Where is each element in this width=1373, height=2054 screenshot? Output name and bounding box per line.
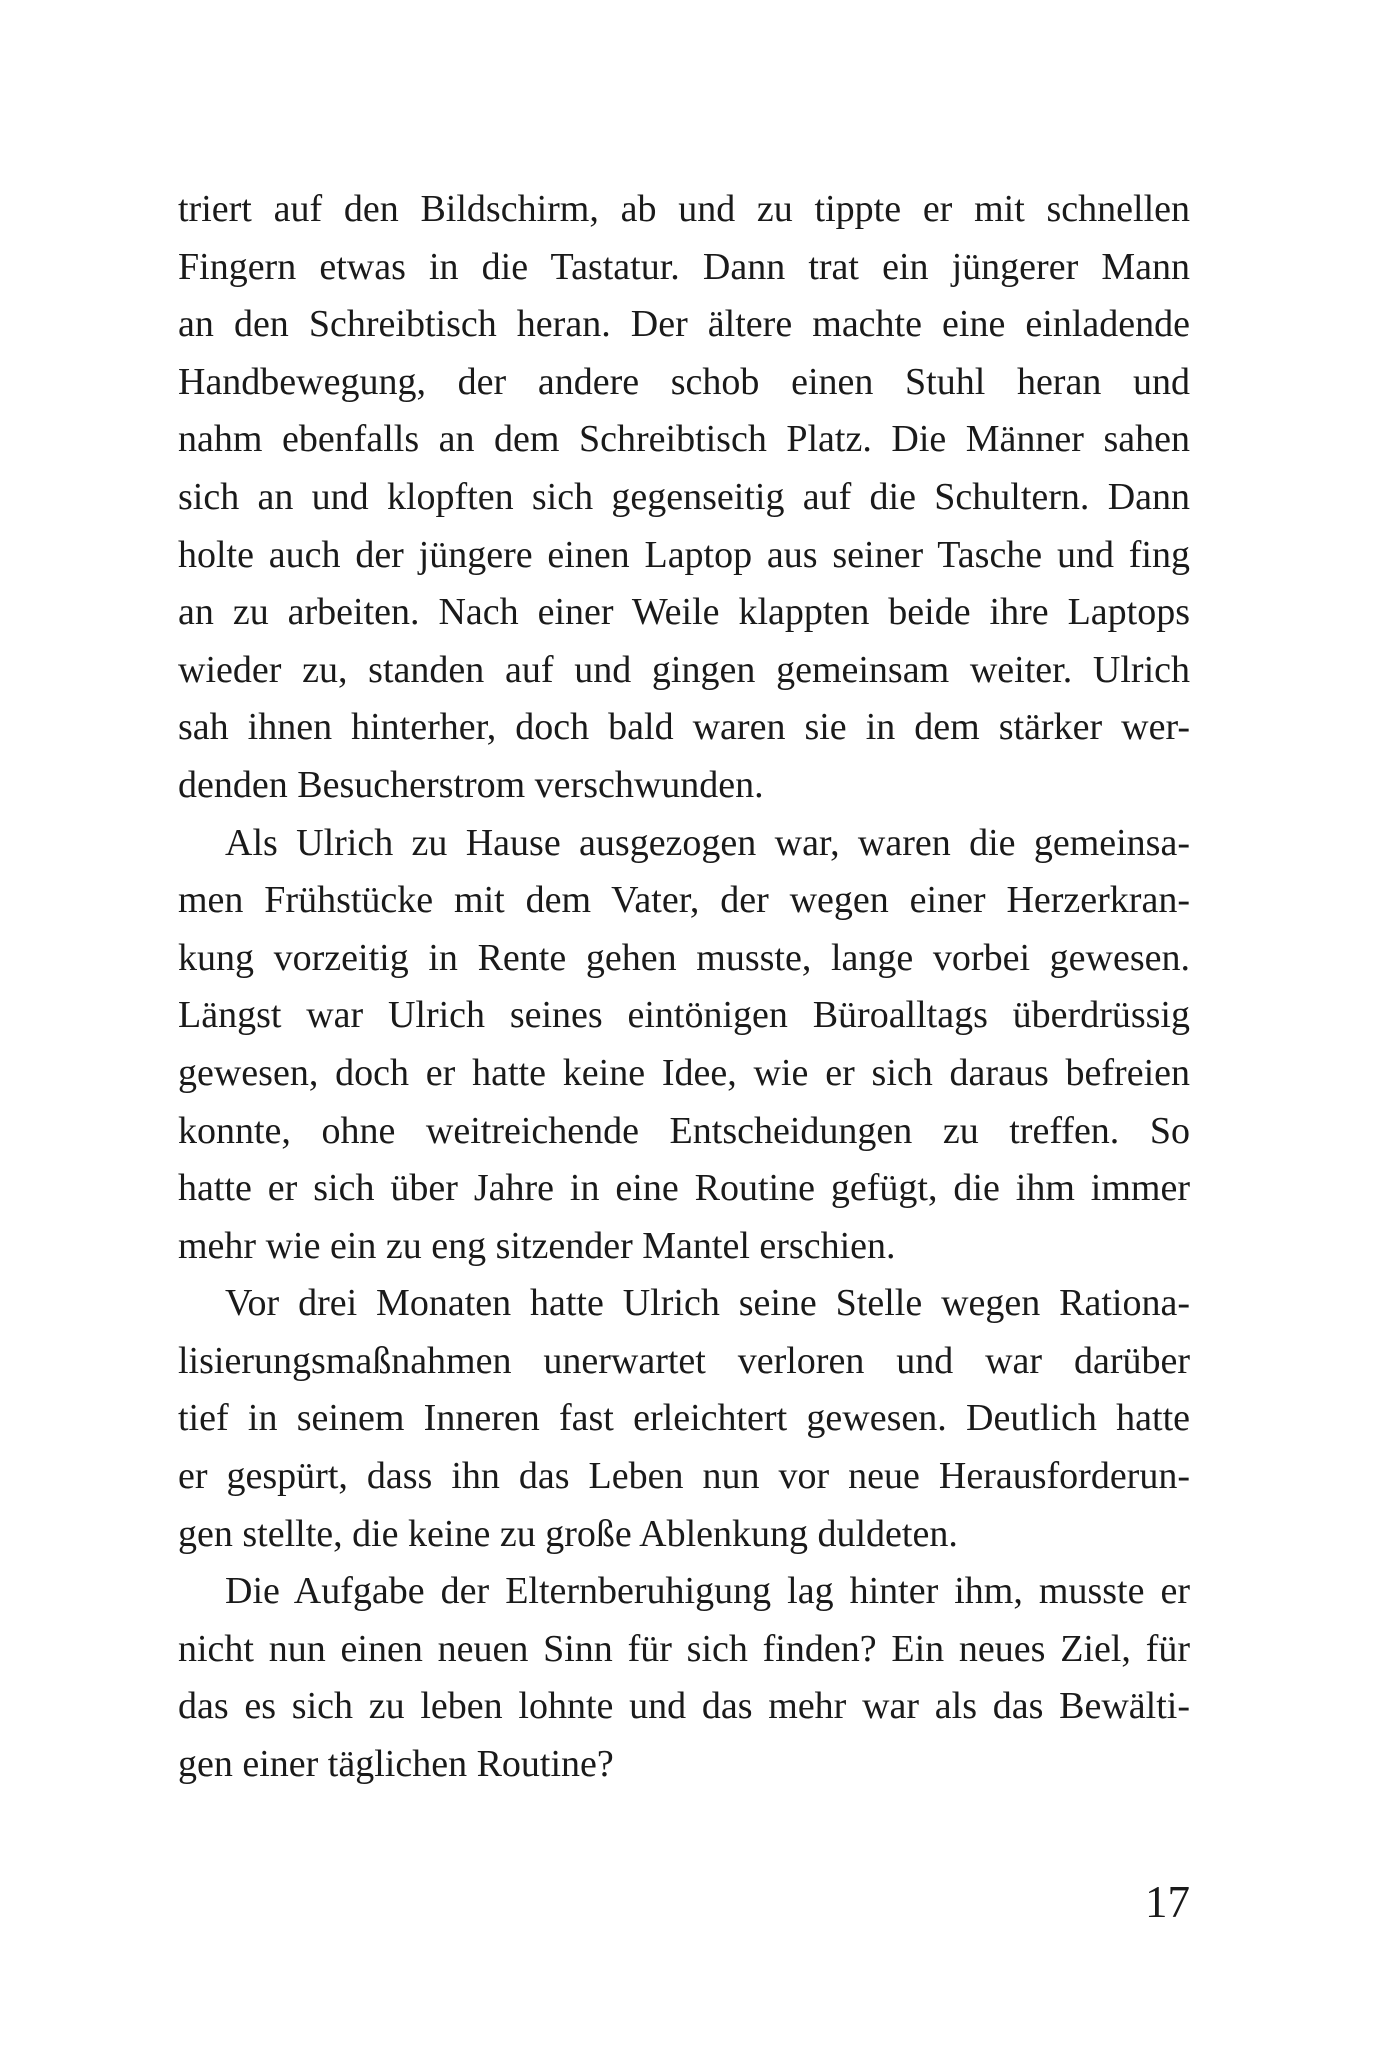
text-line: Längst war Ulrich seines eintönigen Büroalltags überdrüssig	[178, 994, 1190, 1037]
paragraph	[178, 1275, 1190, 1563]
text-line: nahm ebenfalls an dem Schreibtisch Platz. Die Männer sahen	[178, 418, 1190, 461]
text-line: Vor drei Monaten hatte Ulrich seine Stelle wegen Rationa-	[225, 1282, 1190, 1325]
text-line: mehr wie ein zu eng sitzender Mantel erschien.	[178, 1224, 896, 1267]
text-line: Als Ulrich zu Hause ausgezogen war, waren die gemeinsa-	[225, 821, 1190, 864]
text-line: kung vorzeitig in Rente gehen musste, lange vorbei gewesen.	[178, 936, 1190, 979]
text-line: holte auch der jüngere einen Laptop aus seiner Tasche und fing	[178, 533, 1190, 576]
text-line: das es sich zu leben lohnte und das mehr war als das Bewälti-	[178, 1685, 1190, 1728]
text-line: wieder zu, standen auf und gingen gemeinsam weiter. Ulrich	[178, 648, 1190, 691]
text-line: gen stellte, die keine zu große Ablenkung duldeten.	[178, 1512, 958, 1555]
text-line: tief in seinem Inneren fast erleichtert gewesen. Deutlich hatte	[178, 1397, 1190, 1440]
page-text	[178, 181, 1190, 1794]
text-line: Handbewegung, der andere schob einen Stuhl heran und	[178, 360, 1190, 403]
text-line: Fingern etwas in die Tastatur. Dann trat ein jüngerer Mann	[178, 245, 1190, 288]
text-line: hatte er sich über Jahre in eine Routine gefügt, die ihm immer	[178, 1167, 1190, 1210]
text-line: sah ihnen hinterher, doch bald waren sie in dem stärker wer-	[178, 706, 1190, 749]
text-line: an den Schreibtisch heran. Der ältere machte eine einladende	[178, 303, 1190, 346]
text-line: nicht nun einen neuen Sinn für sich finden? Ein neues Ziel, für	[178, 1627, 1190, 1670]
text-line: er gespürt, dass ihn das Leben nun vor neue Herausforderun-	[178, 1455, 1190, 1498]
text-line: denden Besucherstrom verschwunden.	[178, 763, 764, 806]
text-line: an zu arbeiten. Nach einer Weile klappten beide ihre Laptops	[178, 591, 1190, 634]
text-line: lisierungsmaßnahmen unerwartet verloren und war darüber	[178, 1339, 1190, 1382]
paragraph	[178, 181, 1190, 815]
text-line: triert auf den Bildschirm, ab und zu tippte er mit schnellen	[178, 188, 1190, 230]
text-line: gen einer täglichen Routine?	[178, 1743, 614, 1786]
text-line: konnte, ohne weitreichende Entscheidungen zu treffen. So	[178, 1109, 1190, 1152]
text-line: sich an und klopften sich gegenseitig auf die Schultern. Dann	[178, 475, 1190, 518]
paragraph	[178, 815, 1190, 1276]
text-line: Die Aufgabe der Elternberuhigung lag hinter ihm, musste er	[225, 1570, 1190, 1613]
page-number: 17	[1145, 1877, 1190, 1927]
text-line: gewesen, doch er hatte keine Idee, wie er sich daraus befreien	[178, 1051, 1190, 1094]
paragraph	[178, 1563, 1190, 1793]
text-line: men Frühstücke mit dem Vater, der wegen einer Herzerkran-	[178, 879, 1190, 922]
